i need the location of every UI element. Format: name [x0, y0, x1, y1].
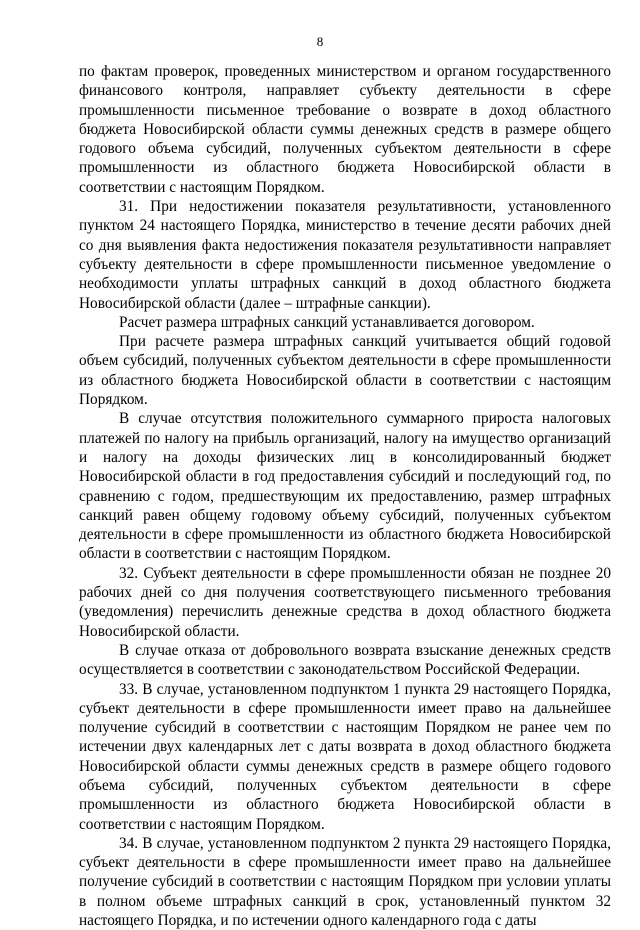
paragraph-34: 34. В случае, установленном подпунктом 2 пункта 29 настоящего Порядка, субъект деятельности в сфере промышленности имеет право на дальнейшее получение субсидий в соответствии с настоящим Порядком при условии уплаты в полном объеме штрафных санкций в срок, установленный пунктом 32 настоящего Порядка, и по истечении одного календарного года с даты [79, 834, 611, 930]
paragraph-penalty-basis: При расчете размера штрафных санкций учитывается общий годовой объем субсидий, полученных субъектом деятельности в сфере промышленности из областного бюджета Новосибирской области в соответствии с настоящим Порядком. [79, 333, 611, 409]
document-body [79, 62, 611, 930]
paragraph-33: 33. В случае, установленном подпунктом 1 пункта 29 настоящего Порядка, субъект деятельности в сфере промышленности имеет право на дальнейшее получение субсидий в соответствии с настоящим Порядком не ранее чем по истечении двух календарных лет с даты возврата в доход областного бюджета Новосибирской области суммы денежных средств в размере общего годового объема субсидий, полученных субъектом деятельности в сфере промышленности из областного бюджета Новосибирской области в соответствии с настоящим Порядком. [79, 680, 611, 833]
paragraph-31: 31. При недостижении показателя результативности, установленного пунктом 24 настоящего Порядка, министерство в течение десяти рабочих дней со дня выявления факта недостижения показателя результативности направляет субъекту деятельности в сфере промышленности письменное уведомление о необходимости уплаты штрафных санкций в доход областного бюджета Новосибирской области (далее – штрафные санкции). [79, 198, 611, 312]
paragraph-tax-growth: В случае отсутствия положительного суммарного прироста налоговых платежей по налогу на прибыль организаций, налогу на имущество организаций и налогу на доходы физических лиц в консолидированный бюджет Новосибирской области в год предоставления субсидий и последующий год, по сравнению с годом, предшествующим их предоставлению, размер штрафных санкций равен общему годовому объему субсидий, полученных субъектом деятельности в сфере промышленности из областного бюджета Новосибирской области в соответствии с настоящим Порядком. [79, 410, 611, 563]
paragraph-continuation: по фактам проверок, проведенных министерством и органом государственного финансового контроля, направляет субъекту деятельности в сфере промышленности письменное требование о возврате в доход областного бюджета Новосибирской области суммы денежных средств в размере общего годового объема субсидий, полученных субъектом деятельности в сфере промышленности из областного бюджета Новосибирской области в соответствии с настоящим Порядком. [79, 63, 611, 196]
paragraph-refusal: В случае отказа от добровольного возврата взыскание денежных средств осуществляется в соответствии с законодательством Российской Федерации. [79, 641, 611, 679]
page-number: 8 [316, 34, 324, 49]
paragraph-32: 32. Субъект деятельности в сфере промышленности обязан не позднее 20 рабочих дней со дня получения соответствующего письменного требования (уведомления) перечислить денежные средства в доход областного бюджета Новосибирской области. [79, 564, 611, 640]
paragraph-penalty-calculation: Расчет размера штрафных санкций устанавливается договором. [119, 313, 535, 331]
